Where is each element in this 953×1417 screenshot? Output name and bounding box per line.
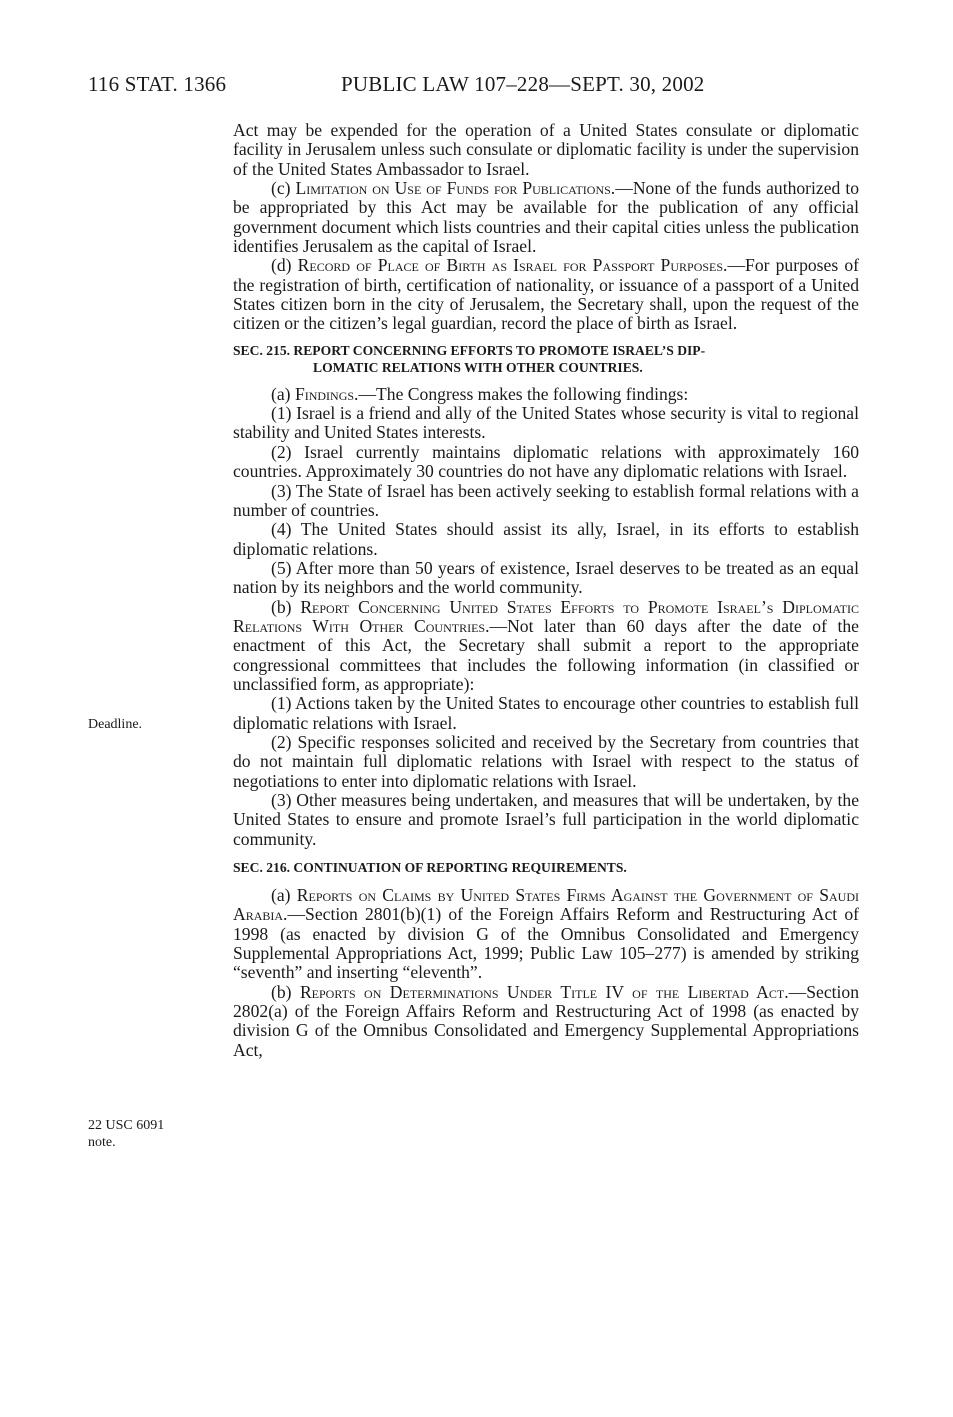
finding-4: (4) The United States should assist its ally, Israel, in its efforts to establish diplomatic relations. [233,519,859,559]
finding-2: (2) Israel currently maintains diplomatic relations with approximately 160 countries. Approximately 30 countries do not have any diplomatic relations with Israel. [233,441,859,482]
subsection-d: (d) Record of Place of Birth as Israel for Passport Purposes.—For purposes of the registration of birth, certification of nationality, or issuance of a passport of a United States citizen born in the city of Jerusalem, the Secretary shall, upon the request of the citizen or the citizen’s legal guardian, record the place of birth as Israel. [233,255,859,334]
section-215-heading: SEC. 215. REPORT CONCERNING EFFORTS TO PROMOTE ISRAEL’S DIP- LOMATIC RELATIONS WITH OTHER COUNTRIES. [233,342,706,375]
section-216-subsection-b: (b) Reports on Determinations Under Title IV of the Libertad Act.—Section 2802(a) of the Foreign Affairs Reform and Restructuring Act of 1998 (as enacted by division G of the Omnibus Consolidated and Emergency Supplemental Appropriations Act, [233,981,859,1060]
subsection-c-heading: Limitation on Use of Funds for Publications. [295,178,616,199]
finding-5: (5) After more than 50 years of existence, Israel deserves to be treated as an equal nation by its neighbors and the world community. [233,557,859,598]
margin-note-deadline: Deadline. [88,717,143,732]
stat-citation: 116 STAT. 1366 [88,72,227,96]
report-heading: Report Concerning United States Efforts to Promote Israel’s Diplomatic Relations With Other Countries. [233,596,859,636]
usc-citation: 22 USC 6091 [88,1118,165,1133]
report-item-1: (1) Actions taken by the United States to encourage other countries to establish full diplomatic relations with Israel. [233,693,859,733]
subsection-a-findings: (a) Findings.—The Congress makes the following findings: [271,383,689,404]
report-item-3: (3) Other measures being undertaken, and measures that will be undertaken, by the United States to ensure and promote Israel’s full participation in the world diplomatic community. [233,790,859,849]
body-text [233,121,859,1060]
subsection-d-heading: Record of Place of Birth as Israel for Passport Purposes. [297,255,728,276]
subsection-c: (c) Limitation on Use of Funds for Publications.—None of the funds authorized to be appropriated by this Act may be available for the publication of any official government document which lists countries and their capital cities unless the publication identifies Jerusalem as the capital of Israel. [233,178,860,257]
margin-note-usc [88,1117,164,1151]
subsection-b-report: (b) Report Concerning United States Efforts to Promote Israel’s Diplomatic Relations With Other Countries.—Not later than 60 days after the date of the enactment of this Act, the Secretary shall submit a report to the appropriate congressional committees that includes the following information (in classified or unclassified form, as appropriate): [233,596,859,694]
section-216-heading: SEC. 216. CONTINUATION OF REPORTING REQUIREMENTS. [233,860,627,876]
page-header [88,72,705,97]
usc-note: note. [88,1135,116,1150]
findings-heading: Findings. [294,383,359,404]
section-216-subsection-a: (a) Reports on Claims by United States Firms Against the Government of Saudi Arabia.—Section 2801(b)(1) of the Foreign Affairs Reform and Restructuring Act of 1998 (as enacted by division G of the Omnibus Consolidated and Emergency Supplemental Appropriations Act, 1999; Public Law 105–277) is amended by striking “seventh” and inserting “eleventh”. [233,885,859,983]
libertad-heading: Reports on Determinations Under Title IV of the Libertad Act. [299,981,789,1002]
finding-3: (3) The State of Israel has been actively seeking to establish formal relations with a number of countries. [233,480,859,520]
paragraph-continuation: Act may be expended for the operation of a United States consulate or diplomatic facility in Jerusalem unless such consulate or diplomatic facility is under the supervision of the United States Ambassador to Israel. [233,120,859,179]
report-item-2: (2) Specific responses solicited and received by the Secretary from countries that do not maintain full diplomatic relations with Israel with respect to the status of negotiations to enter into diplomatic relations with Israel. [233,731,859,791]
publication-line: PUBLIC LAW 107–228—SEPT. 30, 2002 [341,72,705,96]
saudi-claims-heading: Reports on Claims by United States Firms Against the Government of Saudi Arabia. [233,885,859,925]
finding-1: (1) Israel is a friend and ally of the United States whose security is vital to regional stability and United States interests. [233,403,859,443]
